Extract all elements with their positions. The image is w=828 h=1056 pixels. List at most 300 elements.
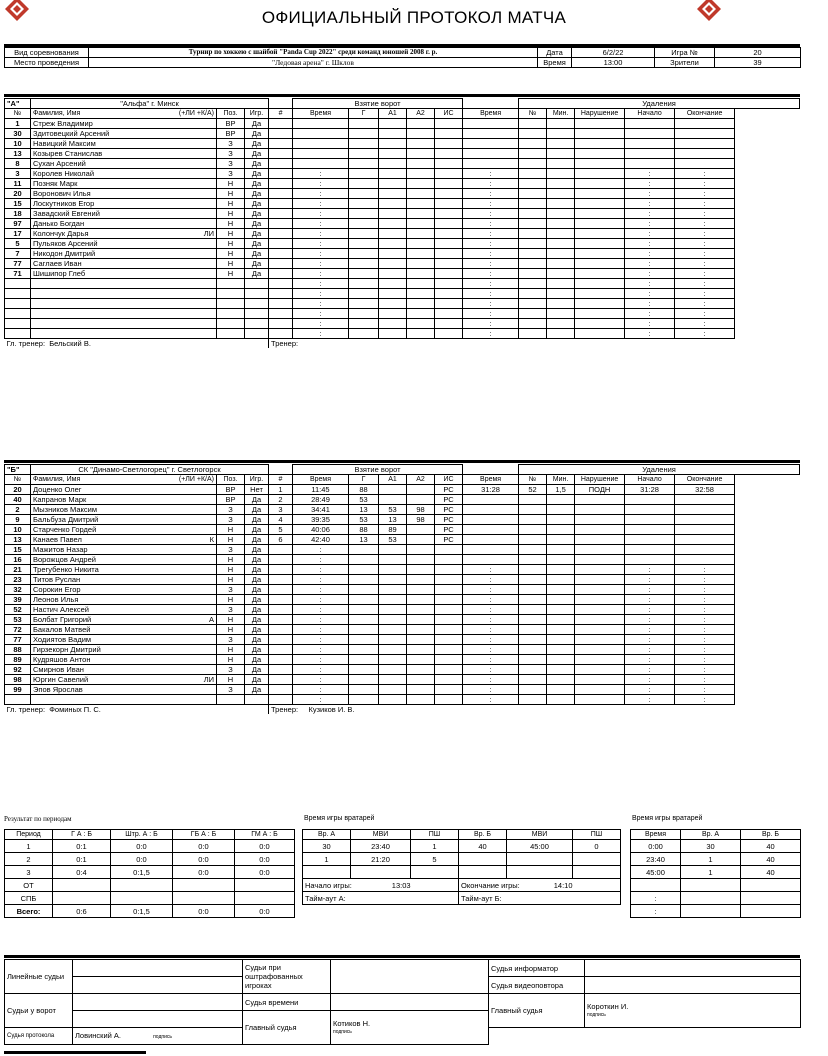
pen-min — [547, 645, 575, 655]
player-pos: Н — [217, 575, 245, 585]
goal-is — [435, 189, 463, 199]
pen-time: : — [463, 645, 519, 655]
goal-time: : — [293, 605, 349, 615]
pen-min — [547, 675, 575, 685]
pen-min — [547, 665, 575, 675]
player-row — [5, 169, 800, 179]
timeout-b-label: Тайм-аут Б: — [461, 893, 502, 903]
goal-a1 — [379, 119, 407, 129]
player-number — [5, 695, 31, 705]
pen-end: : — [675, 595, 735, 605]
goal-a2 — [407, 595, 435, 605]
period-cell: 0:0 — [235, 853, 295, 866]
player-pos: З — [217, 635, 245, 645]
player-play: Да — [245, 645, 269, 655]
col-cap-label: (+ЛИ +К/А) — [178, 110, 214, 117]
goal-is: РС — [435, 505, 463, 515]
pen-time: : — [463, 685, 519, 695]
player-name-cell — [31, 249, 217, 259]
pen-min — [547, 545, 575, 555]
goal-time: 39:35 — [293, 515, 349, 525]
pen-end: : — [675, 665, 735, 675]
period-row — [5, 853, 295, 866]
pen-min — [547, 129, 575, 139]
officials-table — [4, 959, 801, 1045]
teamA-code: "А" — [5, 99, 31, 109]
teamB-col-time: Время — [293, 475, 349, 485]
col-cap-label: (+ЛИ +К/А) — [178, 476, 214, 483]
pen-time — [463, 129, 519, 139]
pen-end — [675, 119, 735, 129]
teamB-name: СК "Динамо-Светлогорец" г. Светлогорск — [31, 465, 269, 475]
goal-num — [269, 289, 293, 299]
pen-min — [547, 139, 575, 149]
comp-label: Вид соревнования — [5, 48, 89, 58]
pen-viol — [575, 209, 625, 219]
goal-time: : — [293, 675, 349, 685]
player-play: Да — [245, 675, 269, 685]
period-cell: СПБ — [5, 892, 53, 905]
pen-number — [519, 149, 547, 159]
gk-cell: 1 — [303, 853, 351, 866]
start-label: Начало игры: — [305, 880, 352, 890]
goal-num — [269, 259, 293, 269]
goal-is — [435, 279, 463, 289]
player-pos: З — [217, 149, 245, 159]
teamA-col-start: Начало — [625, 109, 675, 119]
player-pos: Н — [217, 229, 245, 239]
pen-viol — [575, 249, 625, 259]
period-cell: 0:4 — [53, 866, 111, 879]
gk-cell — [303, 866, 351, 879]
pen-viol — [575, 259, 625, 269]
pen-time: : — [463, 209, 519, 219]
pen-time: : — [463, 575, 519, 585]
player-name: Мызников Максим — [33, 505, 97, 514]
period-cell: 3 — [5, 866, 53, 879]
pen-time — [463, 505, 519, 515]
player-name-cell — [31, 615, 217, 625]
pen-min — [547, 515, 575, 525]
player-pos — [217, 329, 245, 339]
player-name-cell — [31, 279, 217, 289]
pen-end: : — [675, 229, 735, 239]
coach-name: Бельский В. — [49, 339, 91, 348]
goal-a2 — [407, 665, 435, 675]
pen-viol — [575, 595, 625, 605]
teamA-col-min: Мин. — [547, 109, 575, 119]
teamB-col-g: Г — [349, 475, 379, 485]
pen-time: : — [463, 189, 519, 199]
time-label: Время — [538, 58, 572, 68]
goal-scorer — [349, 545, 379, 555]
player-play — [245, 289, 269, 299]
player-pos: З — [217, 159, 245, 169]
goal-a1 — [379, 199, 407, 209]
player-name: Сухан Арсений — [33, 159, 86, 168]
period-row — [5, 879, 295, 892]
player-name-cell — [31, 139, 217, 149]
goal-scorer — [349, 585, 379, 595]
pen-number — [519, 525, 547, 535]
pen-min — [547, 495, 575, 505]
goal-num — [269, 269, 293, 279]
goal-a2 — [407, 159, 435, 169]
player-number: 9 — [5, 515, 31, 525]
goal-is — [435, 119, 463, 129]
goal-num: 4 — [269, 515, 293, 525]
pen-min — [547, 555, 575, 565]
goal-is: РС — [435, 525, 463, 535]
player-row — [5, 259, 800, 269]
goal-a2 — [407, 309, 435, 319]
goal-a1 — [379, 319, 407, 329]
player-role: А — [208, 615, 214, 624]
pen-number — [519, 575, 547, 585]
pen-time: : — [463, 229, 519, 239]
goal-num — [269, 565, 293, 575]
teamA-pen-title: Удаления — [519, 99, 800, 109]
goal-is — [435, 595, 463, 605]
player-pos: Н — [217, 189, 245, 199]
goal-is — [435, 585, 463, 595]
referee1-cell — [331, 1011, 489, 1045]
pen-end — [675, 505, 735, 515]
period-cell — [173, 879, 235, 892]
pen-min — [547, 249, 575, 259]
pen-end: : — [675, 695, 735, 705]
player-row — [5, 685, 800, 695]
player-name-cell — [31, 545, 217, 555]
player-play: Да — [245, 179, 269, 189]
player-row — [5, 585, 800, 595]
pen-number — [519, 209, 547, 219]
pen-end — [675, 515, 735, 525]
player-pos: З — [217, 685, 245, 695]
player-play: Да — [245, 259, 269, 269]
player-row — [5, 209, 800, 219]
pen-viol — [575, 675, 625, 685]
goal-time: : — [293, 299, 349, 309]
goal-time: 34:41 — [293, 505, 349, 515]
goal-a2 — [407, 625, 435, 635]
goal-time: 28:49 — [293, 495, 349, 505]
player-play: Да — [245, 685, 269, 695]
player-row — [5, 675, 800, 685]
player-row — [5, 645, 800, 655]
player-name: Мажитов Назар — [33, 545, 88, 554]
player-name-cell — [31, 309, 217, 319]
player-name: Лоскутников Егор — [33, 199, 95, 208]
gk2-cell: 1 — [681, 866, 741, 879]
player-play — [245, 279, 269, 289]
goal-is — [435, 129, 463, 139]
player-row — [5, 189, 800, 199]
goal-a2 — [407, 139, 435, 149]
pen-viol — [575, 139, 625, 149]
pen-start: : — [625, 575, 675, 585]
goal-scorer — [349, 575, 379, 585]
pen-number — [519, 269, 547, 279]
pen-number — [519, 505, 547, 515]
goal-a2 — [407, 545, 435, 555]
goal-a2 — [407, 269, 435, 279]
pen-min — [547, 319, 575, 329]
periods-title: Результат по периодам — [4, 815, 72, 823]
player-number: 5 — [5, 239, 31, 249]
player-name: Пульяков Арсений — [33, 239, 98, 248]
player-number: 77 — [5, 635, 31, 645]
goal-num — [269, 169, 293, 179]
pen-end: : — [675, 655, 735, 665]
goal-num — [269, 159, 293, 169]
pen-viol — [575, 515, 625, 525]
player-row — [5, 329, 800, 339]
gk2-cell: 23:40 — [631, 853, 681, 866]
teamA-col-pno: № — [519, 109, 547, 119]
player-name: Болбат Григорий — [33, 615, 92, 624]
player-number: 23 — [5, 575, 31, 585]
goal-scorer — [349, 259, 379, 269]
teamA-gap2 — [463, 99, 519, 109]
player-row — [5, 485, 800, 495]
goal-a2 — [407, 555, 435, 565]
player-play: Да — [245, 189, 269, 199]
player-row — [5, 505, 800, 515]
period-cell: 0:1,5 — [111, 905, 173, 918]
pen-number — [519, 159, 547, 169]
goal-num — [269, 635, 293, 645]
player-name: Кудряшов Антон — [33, 655, 91, 664]
goal-a2 — [407, 119, 435, 129]
blank-cell — [489, 1028, 801, 1045]
player-pos: З — [217, 585, 245, 595]
goal-scorer — [349, 595, 379, 605]
pen-end: : — [675, 329, 735, 339]
referee1-sign: подпись — [333, 1028, 352, 1035]
pen-time: : — [463, 605, 519, 615]
player-row — [5, 229, 800, 239]
player-play: Да — [245, 595, 269, 605]
coach-name: Фоминых П. С. — [49, 705, 101, 714]
pen-number — [519, 555, 547, 565]
pen-number — [519, 545, 547, 555]
player-row — [5, 119, 800, 129]
player-name-cell — [31, 209, 217, 219]
goal-scorer — [349, 645, 379, 655]
player-play: Да — [245, 505, 269, 515]
timeout-a-label: Тайм-аут А: — [305, 893, 346, 903]
gk2-cell — [681, 892, 741, 905]
teamA-col-num: # — [269, 109, 293, 119]
coach2-label: Тренер: — [271, 339, 299, 348]
teamA-coach2-cell — [269, 339, 735, 349]
period-cell: 0:1 — [53, 853, 111, 866]
pen-number — [519, 655, 547, 665]
player-pos: З — [217, 665, 245, 675]
officials-rule — [4, 955, 800, 958]
gk2-cell: 1 — [681, 853, 741, 866]
goal-a1 — [379, 289, 407, 299]
player-row — [5, 575, 800, 585]
goal-a1 — [379, 259, 407, 269]
player-name: Юргин Савелий — [33, 675, 89, 684]
player-name: Завадский Евгений — [33, 209, 100, 218]
player-number: 99 — [5, 685, 31, 695]
player-pos: Н — [217, 625, 245, 635]
player-number: 20 — [5, 189, 31, 199]
goal-a2 — [407, 299, 435, 309]
player-number: 13 — [5, 149, 31, 159]
player-name: Ходиятов Вадим — [33, 635, 92, 644]
goal-is — [435, 149, 463, 159]
player-play: Да — [245, 585, 269, 595]
goal-scorer: 53 — [349, 495, 379, 505]
period-cell: 0:0 — [173, 853, 235, 866]
player-name: Бальбуза Дмитрий — [33, 515, 99, 524]
goal-time: : — [293, 555, 349, 565]
pen-end: : — [675, 635, 735, 645]
goal-time: : — [293, 615, 349, 625]
teamB-col-start: Начало — [625, 475, 675, 485]
goal-a1 — [379, 655, 407, 665]
player-name-cell — [31, 505, 217, 515]
goal-a2: 98 — [407, 515, 435, 525]
pen-min — [547, 299, 575, 309]
goal-scorer: 88 — [349, 525, 379, 535]
player-name-cell — [31, 585, 217, 595]
player-pos: Н — [217, 565, 245, 575]
goal-judge-2 — [73, 1011, 243, 1028]
goal-a2 — [407, 259, 435, 269]
pen-min — [547, 119, 575, 129]
pen-end: : — [675, 615, 735, 625]
player-name: Саглаев Иван — [33, 259, 82, 268]
period-row — [5, 840, 295, 853]
teamB-col-no: № — [5, 475, 31, 485]
goal-is — [435, 575, 463, 585]
period-cell: 0:0 — [235, 905, 295, 918]
gk2-table — [630, 829, 801, 918]
goal-a1 — [379, 645, 407, 655]
player-row — [5, 635, 800, 645]
player-row — [5, 525, 800, 535]
pen-viol — [575, 585, 625, 595]
pen-start: : — [625, 249, 675, 259]
pen-start: : — [625, 565, 675, 575]
player-row — [5, 219, 800, 229]
pen-number — [519, 515, 547, 525]
period-cell — [111, 892, 173, 905]
pen-time: : — [463, 319, 519, 329]
pen-start: : — [625, 665, 675, 675]
goal-num — [269, 229, 293, 239]
player-number: 52 — [5, 605, 31, 615]
pen-start — [625, 495, 675, 505]
pen-number — [519, 169, 547, 179]
pen-start: : — [625, 615, 675, 625]
teamB-pen-title: Удаления — [519, 465, 800, 475]
teamA-col-g: Г — [349, 109, 379, 119]
goal-num — [269, 149, 293, 159]
goal-is — [435, 229, 463, 239]
player-pos: Н — [217, 249, 245, 259]
pen-time: : — [463, 309, 519, 319]
period-row — [5, 905, 295, 918]
pen-start: : — [625, 219, 675, 229]
player-pos: Н — [217, 199, 245, 209]
pen-number — [519, 595, 547, 605]
player-name: Леонов Илья — [33, 595, 79, 604]
player-number: 10 — [5, 139, 31, 149]
goal-is: РС — [435, 495, 463, 505]
goal-a2 — [407, 535, 435, 545]
player-name-cell — [31, 635, 217, 645]
teamA-col-play: Игр. — [245, 109, 269, 119]
period-cell — [111, 879, 173, 892]
player-name-cell — [31, 515, 217, 525]
goal-time: : — [293, 635, 349, 645]
pen-start: : — [625, 259, 675, 269]
player-play: Да — [245, 565, 269, 575]
goal-is — [435, 319, 463, 329]
pen-time: : — [463, 655, 519, 665]
goal-a2 — [407, 199, 435, 209]
comp-value: Турнир по хоккею с шайбой "Panda Cup 2022" среди команд юношей 2008 г. р. — [89, 48, 538, 58]
pen-start — [625, 149, 675, 159]
goal-scorer — [349, 655, 379, 665]
gk2-cell: : — [631, 892, 681, 905]
goal-is — [435, 615, 463, 625]
goal-scorer — [349, 169, 379, 179]
player-name-cell — [31, 485, 217, 495]
pen-viol — [575, 219, 625, 229]
linesmen-2 — [73, 977, 243, 994]
goal-time: : — [293, 625, 349, 635]
pen-viol — [575, 555, 625, 565]
pen-number — [519, 665, 547, 675]
teamA-name: "Альфа" г. Минск — [31, 99, 269, 109]
player-name-cell — [31, 495, 217, 505]
goal-time: : — [293, 685, 349, 695]
player-name-cell — [31, 259, 217, 269]
goal-time: : — [293, 179, 349, 189]
player-number — [5, 319, 31, 329]
player-number: 3 — [5, 169, 31, 179]
player-pos: Н — [217, 595, 245, 605]
timekeeper-value — [331, 994, 489, 1011]
goal-is — [435, 545, 463, 555]
goal-a1 — [379, 555, 407, 565]
goal-time: : — [293, 259, 349, 269]
col-name-label: Фамилия, Имя — [33, 110, 81, 117]
pen-number — [519, 565, 547, 575]
referee2-name: Короткин И. — [587, 1001, 629, 1011]
place-label: Место проведения — [5, 58, 89, 68]
goal-is — [435, 179, 463, 189]
goal-is — [435, 209, 463, 219]
game-label: Игра № — [655, 48, 715, 58]
teamB-code: "Б" — [5, 465, 31, 475]
goal-scorer — [349, 269, 379, 279]
goal-is — [435, 665, 463, 675]
pen-min — [547, 635, 575, 645]
player-play — [245, 695, 269, 705]
goal-a1 — [379, 685, 407, 695]
pen-min — [547, 685, 575, 695]
player-play: Да — [245, 605, 269, 615]
periods-table — [4, 829, 295, 918]
